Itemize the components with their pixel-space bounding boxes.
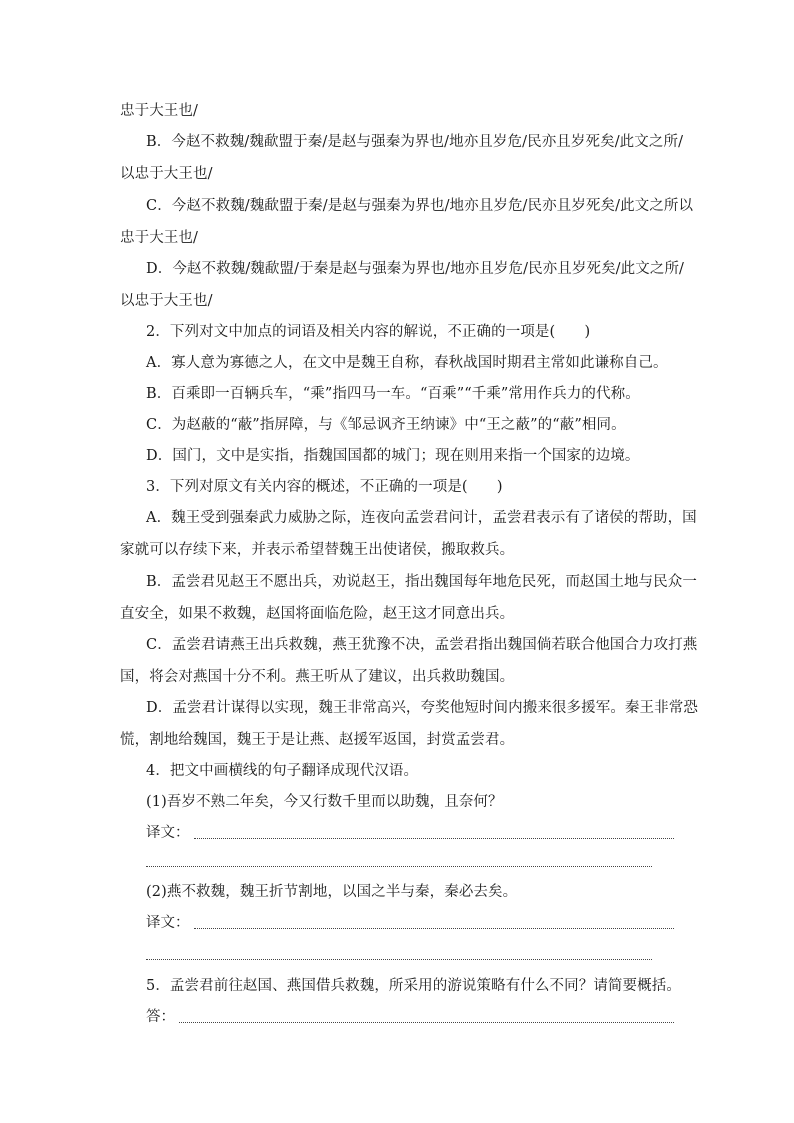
answer-label: 答： xyxy=(146,1009,175,1025)
q2-option-d: D．国门，文中是实指，指魏国国都的城门；现在则用来指一个国家的边境。 xyxy=(146,448,640,464)
q1-option-b-line1: B．今赵不救魏/魏歃盟于秦/是赵与强秦为界也/地亦且岁危/民亦且岁死矣/此文之所/ xyxy=(146,134,684,150)
q1-option-b-line2: 以忠于大王也/ xyxy=(120,166,213,182)
q3-option-c-line2: 国，将会对燕国十分不利。燕王听从了建议，出兵救助魏国。 xyxy=(120,669,515,685)
q1-option-c-line1: C．今赵不救魏/魏歃盟于秦/是赵与强秦为界也/地亦且岁危/民亦且岁死矣/此文之所以 xyxy=(146,198,694,214)
q3-option-a-line2: 家就可以存续下来，并表示希望替魏王出使诸侯，搬取救兵。 xyxy=(120,542,515,558)
answer-blank-line[interactable] xyxy=(179,1021,674,1023)
q1-option-d-line2: 以忠于大王也/ xyxy=(120,293,213,309)
q3-option-b-line1: B．孟尝君见赵王不愿出兵，劝说赵王，指出魏国每年地危民死，而赵国土地与民众一 xyxy=(146,574,697,590)
q3-option-c-line1: C．孟尝君请燕王出兵救魏，燕王犹豫不决，孟尝君指出魏国倘若联合他国合力攻打燕 xyxy=(146,637,698,653)
answer-blank-line[interactable] xyxy=(146,865,652,867)
q3-option-b-line2: 直安全，如果不救魏，赵国将面临危险，赵王这才同意出兵。 xyxy=(120,606,515,622)
answer-blank-line[interactable] xyxy=(194,837,675,839)
q3-option-a-line1: A．魏王受到强秦武力威胁之际，连夜向孟尝君问计，孟尝君表示有了诸侯的帮助，国 xyxy=(146,510,697,526)
q5-answer-row[interactable] xyxy=(146,1007,674,1027)
translation-label: 译文： xyxy=(146,825,190,841)
q3-option-d-line2: 慌，割地给魏国，魏王于是让燕、赵援军返国，封赏孟尝君。 xyxy=(120,732,515,748)
q5-stem: 5．孟尝君前往赵国、燕国借兵救魏，所采用的游说策略有什么不同？请简要概括。 xyxy=(146,978,681,994)
q4-sentence-1: (1)吾岁不熟二年矣，今又行数千里而以助魏，且奈何？ xyxy=(146,794,503,810)
q4-sentence-2: (2)燕不救魏，魏王折节割地，以国之半与秦，秦必去矣。 xyxy=(146,884,518,900)
q1-option-a-tail: 忠于大王也/ xyxy=(120,103,198,119)
q3-option-d-line1: D．孟尝君计谋得以实现，魏王非常高兴，夸奖他短时间内搬来很多援军。秦王非常恐 xyxy=(146,700,698,716)
answer-blank-line[interactable] xyxy=(146,958,652,960)
answer-blank-line[interactable] xyxy=(194,927,675,929)
q2-option-c: C．为赵蔽的“蔽”指屏障，与《邹忌讽齐王纳谏》中“王之蔽”的“蔽”相同。 xyxy=(146,417,626,433)
q4-2-answer-row[interactable] xyxy=(146,913,674,933)
translation-label: 译文： xyxy=(146,915,190,931)
q1-option-d-line1: D．今赵不救魏/魏歃盟/于秦是赵与强秦为界也/地亦且岁危/民亦且岁死矣/此文之所/ xyxy=(146,261,685,277)
q2-stem: 2．下列对文中加点的词语及相关内容的解说，不正确的一项是( ) xyxy=(146,324,591,340)
q1-option-c-line2: 忠于大王也/ xyxy=(120,230,198,246)
q4-stem: 4．把文中画横线的句子翻译成现代汉语。 xyxy=(146,763,419,779)
q2-option-a: A．寡人意为寡德之人，在文中是魏王自称，春秋战国时期君主常如此谦称自己。 xyxy=(146,355,668,371)
q4-1-answer-row[interactable] xyxy=(146,823,674,843)
q3-stem: 3．下列对原文有关内容的概述，不正确的一项是( ) xyxy=(146,479,503,495)
q2-option-b: B．百乘即一百辆兵车，“乘”指四马一车。“百乘”“千乘”常用作兵力的代称。 xyxy=(146,386,640,402)
